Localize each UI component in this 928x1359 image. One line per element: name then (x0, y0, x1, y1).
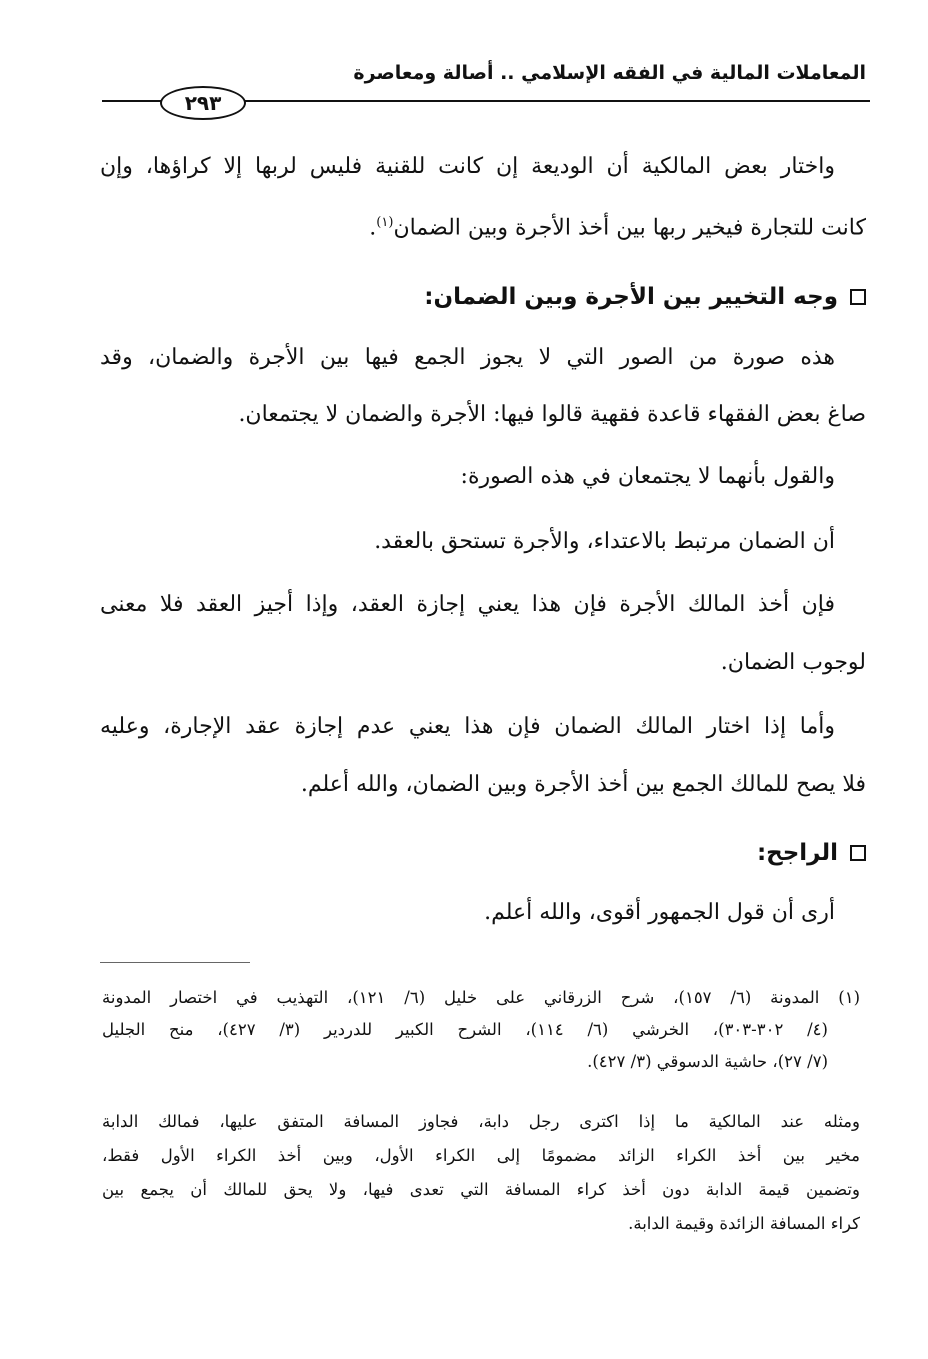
footnote-note-line-1: ومثله عند المالكية ما إذا اكترى رجل دابة، فجاوز المسافة المتفق عليها، فمالك الدابة (102, 1112, 860, 1131)
paragraph-1-line-2 (100, 208, 866, 243)
paragraph-5-line-2: لوجوب الضمان. (720, 650, 866, 675)
square-bullet-icon (850, 845, 866, 861)
paragraph-1-line-2-text: كانت للتجارة فيخير ربها بين أخذ الأجرة وبين الضمان (393, 215, 866, 241)
paragraph-7: أرى أن قول الجمهور أقوى، والله أعلم. (484, 900, 835, 925)
footnote-reference[interactable]: (١) (376, 215, 394, 230)
paragraph-2-line-2: صاغ بعض الفقهاء قاعدة فقهية قالوا فيها: الأجرة والضمان لا يجتمعان. (238, 402, 866, 427)
footnote-1-line-2: (٤/ ٣٠٢-٣٠٣)، الخرشي (٦/ ١١٤)، الشرح الكبير للدردير (٣/ ٤٢٧)، منح الجليل (102, 1020, 828, 1039)
paragraph-5-line-1: فإن أخذ المالك الأجرة فإن هذا يعني إجازة العقد، وإذا أجيز العقد فلا معنى (100, 592, 835, 617)
running-title: المعاملات المالية في الفقه الإسلامي .. أصالة ومعاصرة (353, 62, 866, 84)
section-heading-2 (100, 838, 866, 868)
paragraph-4: أن الضمان مرتبط بالاعتداء، والأجرة تستحق بالعقد. (374, 529, 835, 554)
footnote-1-line-3: (٧/ ٢٧)، حاشية الدسوقي (٣/ ٤٢٧). (587, 1052, 828, 1071)
paragraph-6-line-2: فلا يصح للمالك الجمع بين أخذ الأجرة وبين الضمان، والله أعلم. (300, 772, 866, 797)
paragraph-1-line-1: واختار بعض المالكية أن الوديعة إن كانت للقنية فليس لربها إلا كراؤها، وإن (100, 154, 835, 179)
footnote-1-line-1: (١) المدونة (٦/ ١٥٧)، شرح الزرقاني على خليل (٦/ ١٢١)، التهذيب في اختصار المدونة (102, 988, 860, 1007)
paragraph-6-line-1: وأما إذا اختار المالك الضمان فإن هذا يعني عدم إجازة عقد الإجارة، وعليه (100, 714, 835, 739)
footnote-note-line-3: وتضمين قيمة الدابة دون أخذ كراء المسافة التي تعدى فيها، ولا يحق للمالك أن يجمع بين (102, 1180, 860, 1199)
footnote-note-line-4: كراء المسافة الزائدة وقيمة الدابة. (628, 1214, 860, 1233)
square-bullet-icon (850, 289, 866, 305)
section-heading-1 (100, 282, 866, 312)
paragraph-2-line-1: هذه صورة من الصور التي لا يجوز الجمع فيها بين الأجرة والضمان، وقد (100, 345, 835, 370)
paragraph-3: والقول بأنهما لا يجتمعان في هذه الصورة: (460, 464, 835, 489)
section-heading-2-text: الراجح: (756, 840, 838, 866)
footnote-note-line-2: مخير بين أخذ الكراء الزائد مضمومًا إلى الكراء الأول، وبين أخذ الكراء الأول فقط، (102, 1146, 860, 1165)
paragraph-1-line-2-end: . (369, 215, 377, 241)
section-heading-1-text: وجه التخيير بين الأجرة وبين الضمان: (424, 284, 838, 310)
footnote-rule (100, 962, 250, 963)
page-number: ٢٩٣ (160, 86, 246, 120)
